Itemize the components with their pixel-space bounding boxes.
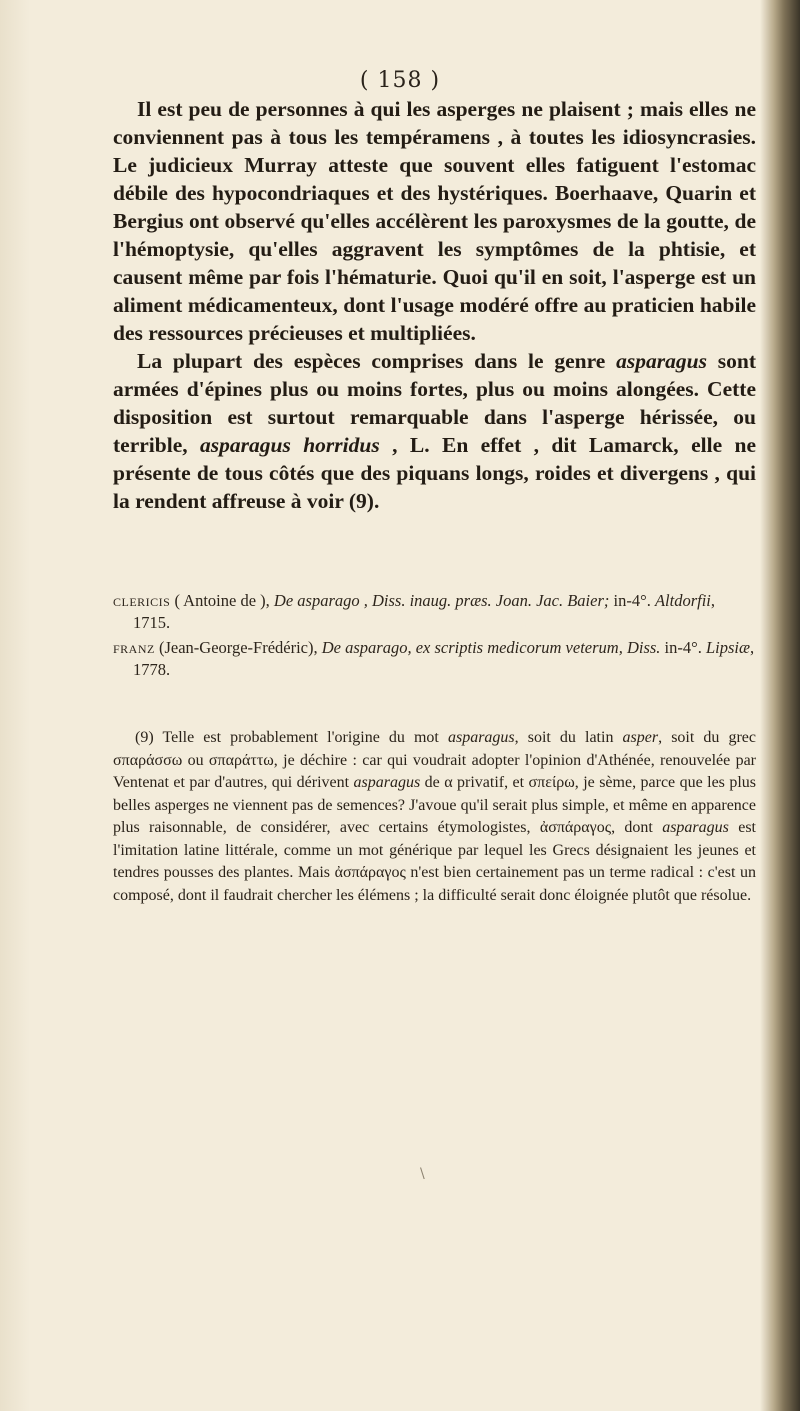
reference-text: (Jean-George-Frédéric), xyxy=(154,638,322,657)
reference-text: ( Antoine de ), xyxy=(170,591,274,610)
footnote-segment: , soit du latin xyxy=(514,729,623,746)
reference-text: in-4°. xyxy=(609,591,655,610)
paragraph-2 xyxy=(113,347,756,515)
page-left-shadow xyxy=(0,0,30,1411)
footnote-segment: , soit du grec σπαράσσω ou σπαράττω, je déchire : car qui voudrait adopter l'opinion d'Athénée, renouvelée par Ventenat et par d'autres, qui dérivent xyxy=(113,729,756,791)
paragraph-2-genus: asparagus xyxy=(616,349,707,373)
paragraph-2-text-2: sont armées d'épines plus ou moins fortes, plus ou moins alongées. Cette disposition est surtout remarquable dans l'asperge hérissée, ou terrible, xyxy=(113,349,756,457)
reference-entry xyxy=(113,590,756,634)
reference-title: De asparago, ex scriptis medicorum veterum, Diss. xyxy=(321,638,661,657)
reference-entry xyxy=(113,637,756,681)
footnote-segment: est l'imitation latine littérale, comme un mot générique par lequel les Grecs désignaient les jeunes et tendres pousses des plantes. Mais ἀσπάραγος n'est bien certainement pas un terme radical : c'est un composé, dont il faudrait chercher les élémens ; la difficulté serait donc éloignée plutôt que résolue. xyxy=(113,819,757,904)
paper-speck-mark: \ xyxy=(420,1166,425,1182)
bibliography xyxy=(113,590,756,684)
reference-place: Altdorfii xyxy=(654,591,711,610)
page-number: ( 158 ) xyxy=(359,68,441,93)
reference-author: clericis xyxy=(113,591,171,610)
footnote-segment: de α privatif, et σπείρω, je sème, parce que les plus belles asperges ne viennent pas de semences? J'avoue qu'il serait plus simple, et même en apparence plus raisonnable, de considérer, avec certains étymologistes, ἀσπάραγος, dont xyxy=(113,774,756,836)
paragraph-2-text-1: La plupart des espèces comprises dans le genre xyxy=(137,349,617,373)
footnote-italic: asparagus xyxy=(353,774,421,791)
reference-author: franz xyxy=(113,638,155,657)
paragraph-1: Il est peu de personnes à qui les asperges ne plaisent ; mais elles ne conviennent pas à tous les tempéramens , à toutes les idiosyncrasies. Le judicieux Murray atteste que souvent elles fatiguent l'estomac débile des hypocondriaques et des hystériques. Boerhaave, Quarin et Bergius ont observé qu'elles accélèrent les paroxysmes de la goutte, de l'hémoptysie, qu'elles aggravent les symptômes de la phtisie, et causent même par fois l'hématurie. Quoi qu'il en soit, l'asperge est un aliment médicamenteux, dont l'usage modéré offre au praticien habile des ressources précieuses et multipliées. xyxy=(113,97,756,345)
reference-place: Lipsiæ xyxy=(705,638,751,657)
footnote-text xyxy=(113,727,756,907)
footnote-9 xyxy=(113,727,756,907)
reference-title: De asparago , Diss. inaug. præs. Joan. Jac. Baier; xyxy=(273,591,610,610)
reference-text: in-4°. xyxy=(660,638,706,657)
footnote-segment: (9) Telle est probablement l'origine du mot xyxy=(135,729,448,746)
footnote-italic: asper xyxy=(622,729,659,746)
footnote-italic: asparagus xyxy=(662,819,729,836)
reference-year: , 1778. xyxy=(133,638,755,679)
paragraph-2-species: asparagus horridus xyxy=(200,433,380,457)
binding-edge-shadow xyxy=(760,0,800,1411)
footnote-italic: asparagus xyxy=(447,729,515,746)
main-text xyxy=(113,95,756,515)
reference-year: , 1715. xyxy=(133,591,715,632)
paragraph-2-text-3: , L. En effet , dit Lamarck, elle ne présente de tous côtés que des piquans longs, roides et divergens , qui la rendent affreuse à voir (9). xyxy=(113,433,757,513)
